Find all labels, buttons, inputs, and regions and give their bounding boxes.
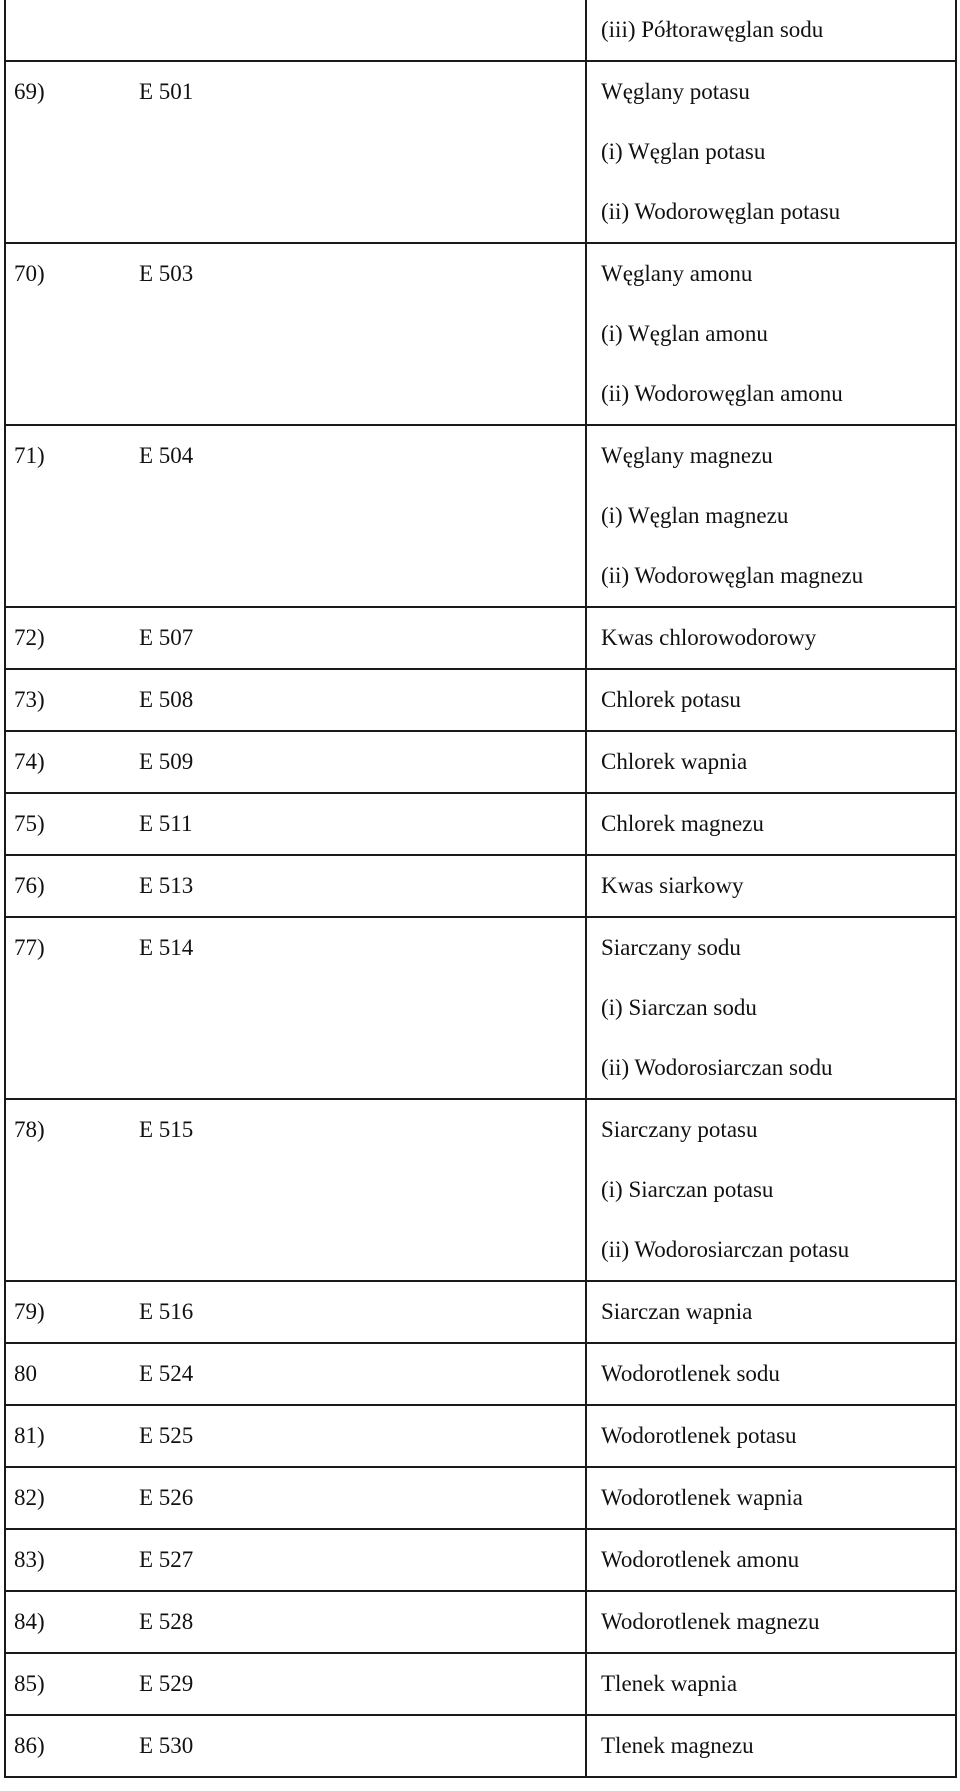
row-number-text: 76) (14, 873, 45, 898)
table-row (6, 854, 955, 916)
row-number (6, 244, 133, 424)
e-code (133, 0, 587, 60)
e-code (133, 244, 587, 424)
row-number (6, 1406, 133, 1466)
substance-names (587, 62, 955, 242)
additives-table (4, 0, 957, 1778)
e-code-text: E 527 (139, 1547, 194, 1572)
substance-name: Tlenek magnezu (601, 1733, 754, 1758)
substance-name: (i) Węglan magnezu (601, 503, 789, 528)
e-code-text: E 528 (139, 1609, 194, 1634)
row-number-text: 86) (14, 1733, 45, 1758)
row-number-text: 71) (14, 443, 45, 468)
row-number-text: 78) (14, 1117, 45, 1142)
substance-name: (i) Węglan potasu (601, 139, 766, 164)
e-code-text: E 501 (139, 79, 194, 104)
substance-names (587, 856, 955, 916)
e-code-text (139, 0, 585, 60)
e-code-text: E 526 (139, 1485, 194, 1510)
substance-name: (iii) Półtorawęglan sodu (601, 17, 824, 42)
substance-names (587, 1344, 955, 1404)
e-code (133, 732, 587, 792)
row-number-text: 69) (14, 79, 45, 104)
e-code-text: E 508 (139, 687, 194, 712)
row-number (6, 608, 133, 668)
row-number (6, 426, 133, 606)
substance-name: (i) Siarczan potasu (601, 1177, 774, 1202)
table-row (6, 668, 955, 730)
table-row (6, 1280, 955, 1342)
e-code (133, 1282, 587, 1342)
e-code (133, 1344, 587, 1404)
table-row (6, 242, 955, 424)
substance-names (587, 0, 955, 60)
substance-names (587, 1282, 955, 1342)
substance-name: Wodorotlenek potasu (601, 1423, 797, 1448)
table-row (6, 916, 955, 1098)
row-number-text: 81) (14, 1423, 45, 1448)
row-number (6, 1100, 133, 1280)
e-code (133, 62, 587, 242)
substance-name: Siarczan wapnia (601, 1299, 753, 1324)
e-code-text: E 509 (139, 749, 194, 774)
row-number (6, 1716, 133, 1776)
e-code (133, 670, 587, 730)
row-number-text: 73) (14, 687, 45, 712)
e-code-text: E 514 (139, 935, 194, 960)
row-number-text: 75) (14, 811, 45, 836)
e-code-text: E 516 (139, 1299, 194, 1324)
substance-name: Chlorek wapnia (601, 749, 748, 774)
e-code-text: E 515 (139, 1117, 194, 1142)
substance-name: Siarczany potasu (601, 1117, 758, 1142)
e-code-text: E 503 (139, 261, 194, 286)
substance-name: Węglany magnezu (601, 443, 773, 468)
e-code-text: E 507 (139, 625, 194, 650)
substance-names (587, 1468, 955, 1528)
row-number (6, 1592, 133, 1652)
table-row (6, 730, 955, 792)
table-row (6, 60, 955, 242)
substance-name: (i) Siarczan sodu (601, 995, 757, 1020)
substance-name: (i) Węglan amonu (601, 321, 768, 346)
substance-names (587, 1406, 955, 1466)
e-code (133, 426, 587, 606)
e-code (133, 608, 587, 668)
row-number-text: 85) (14, 1671, 45, 1696)
substance-name: Kwas siarkowy (601, 873, 744, 898)
substance-names (587, 1530, 955, 1590)
e-code-text: E 504 (139, 443, 194, 468)
table-row (6, 1098, 955, 1280)
row-number (6, 670, 133, 730)
e-code (133, 856, 587, 916)
substance-names (587, 670, 955, 730)
table-row (6, 1528, 955, 1590)
substance-name: Chlorek magnezu (601, 811, 764, 836)
substance-names (587, 1716, 955, 1776)
e-code-text: E 511 (139, 811, 193, 836)
e-code (133, 1716, 587, 1776)
substance-names (587, 426, 955, 606)
row-number (6, 1468, 133, 1528)
substance-name: Wodorotlenek wapnia (601, 1485, 803, 1510)
e-code (133, 794, 587, 854)
row-number-text: 83) (14, 1547, 45, 1572)
e-code (133, 1100, 587, 1280)
e-code (133, 1530, 587, 1590)
table-row (6, 606, 955, 668)
e-code (133, 1406, 587, 1466)
row-number-text (14, 0, 133, 60)
row-number (6, 1282, 133, 1342)
substance-names (587, 1100, 955, 1280)
row-number (6, 732, 133, 792)
substance-name: Tlenek wapnia (601, 1671, 738, 1696)
row-number-text: 79) (14, 1299, 45, 1324)
table-row (6, 1404, 955, 1466)
e-code-text: E 529 (139, 1671, 194, 1696)
substance-name: Węglany potasu (601, 79, 750, 104)
table-row (6, 1590, 955, 1652)
table-row (6, 1652, 955, 1714)
substance-name: Siarczany sodu (601, 935, 741, 960)
substance-names (587, 1654, 955, 1714)
e-code-text: E 530 (139, 1733, 194, 1758)
e-code-text: E 513 (139, 873, 194, 898)
row-number-text: 77) (14, 935, 45, 960)
row-number (6, 794, 133, 854)
e-code (133, 1468, 587, 1528)
substance-name: Węglany amonu (601, 261, 753, 286)
row-number-text: 80 (14, 1361, 37, 1386)
row-number (6, 0, 133, 60)
substance-name: Wodorotlenek sodu (601, 1361, 780, 1386)
table-row (6, 1342, 955, 1404)
row-number-text: 74) (14, 749, 45, 774)
table-row (6, 1466, 955, 1528)
substance-name: Chlorek potasu (601, 687, 741, 712)
e-code-text: E 524 (139, 1361, 194, 1386)
row-number (6, 856, 133, 916)
e-code (133, 1592, 587, 1652)
substance-names (587, 918, 955, 1098)
substance-name: Wodorotlenek magnezu (601, 1609, 820, 1634)
e-code (133, 1654, 587, 1714)
substance-name: (ii) Wodorowęglan potasu (601, 199, 841, 224)
substance-names (587, 732, 955, 792)
substance-names (587, 794, 955, 854)
table-row (6, 0, 955, 60)
row-number-text: 82) (14, 1485, 45, 1510)
substance-name: Kwas chlorowodorowy (601, 625, 817, 650)
e-code (133, 918, 587, 1098)
table-row (6, 792, 955, 854)
substance-names (587, 1592, 955, 1652)
row-number-text: 84) (14, 1609, 45, 1634)
substance-name: (ii) Wodorowęglan magnezu (601, 563, 864, 588)
table-row (6, 424, 955, 606)
row-number (6, 1344, 133, 1404)
substance-name: (ii) Wodorowęglan amonu (601, 381, 843, 406)
e-code-text: E 525 (139, 1423, 194, 1448)
row-number-text: 70) (14, 261, 45, 286)
row-number-text: 72) (14, 625, 45, 650)
row-number (6, 1530, 133, 1590)
row-number (6, 62, 133, 242)
substance-names (587, 244, 955, 424)
substance-names (587, 608, 955, 668)
table-row (6, 1714, 955, 1776)
row-number (6, 1654, 133, 1714)
substance-name: Wodorotlenek amonu (601, 1547, 800, 1572)
row-number (6, 918, 133, 1098)
substance-name: (ii) Wodorosiarczan potasu (601, 1237, 850, 1262)
substance-name: (ii) Wodorosiarczan sodu (601, 1055, 833, 1080)
